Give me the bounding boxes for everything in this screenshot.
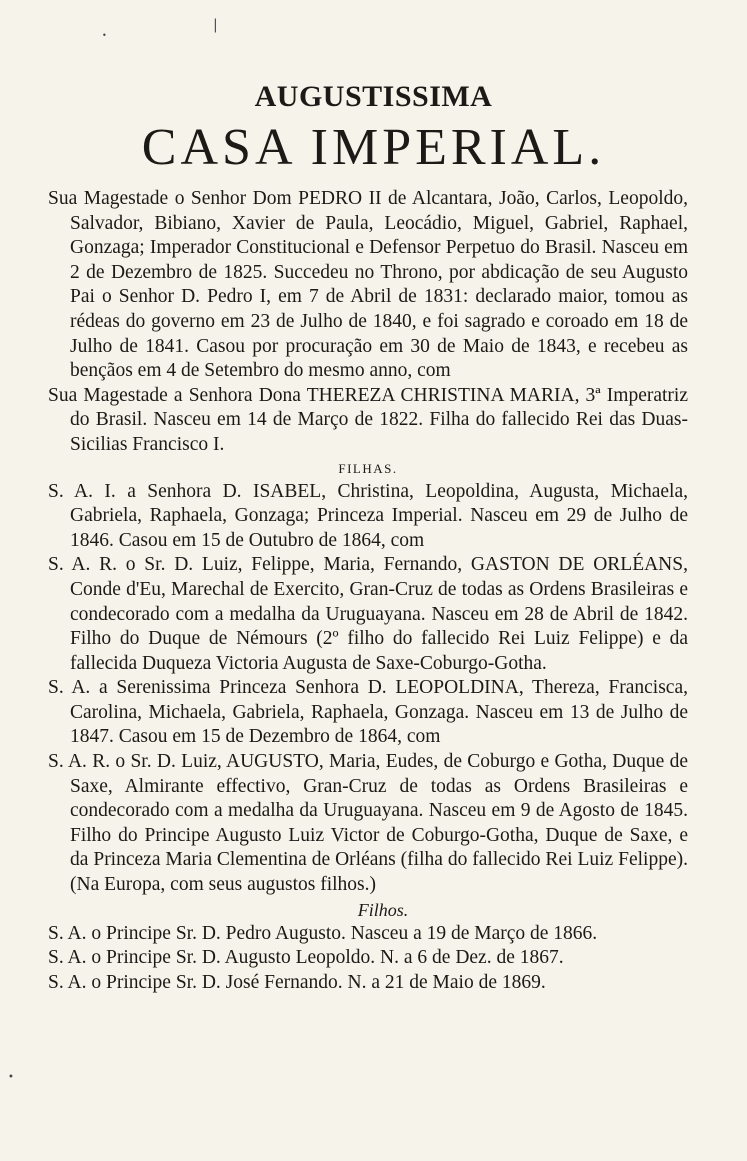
paragraph-gaston: S. A. R. o Sr. D. Luiz, Felippe, Maria, Fernando, GASTON DE ORLÉANS, Conde d'Eu, Marechal de Exercito, Gran-Cruz de todas as Ordens Brasileiras e condecorado com a medalha da Uruguayana. Nasceu em 28 de Abril de 1842. Filho do Duque de Némours (2º filho do fallecido Rei Luiz Felippe) e da fallecida Duqueza Victoria Augusta de Saxe-Coburgo-Gotha. xyxy=(48,554,688,674)
paragraph-augusto-leopoldo: S. A. o Principe Sr. D. Augusto Leopoldo. N. a 6 de Dez. de 1867. xyxy=(48,947,564,969)
stray-dot-mark: • xyxy=(102,31,107,40)
section-heading-filhas: FILHAS. xyxy=(338,460,398,476)
section-heading-filhos: Filhos. xyxy=(357,899,409,920)
paragraph-jose-fernando: S. A. o Principe Sr. D. José Fernando. N. a 21 de Maio de 1869. xyxy=(48,971,546,993)
heading-augustissima: AUGUSTISSIMA xyxy=(254,80,493,113)
paragraph-augusto: S. A. R. o Sr. D. Luiz, AUGUSTO, Maria, Eudes, de Coburgo e Gotha, Duque de Saxe, Almirante effectivo, Gran-Cruz de todas as Ordens Brasileiras e condecorado com a medalha da Uruguayana. Nasceu em 9 de Agosto de 1845. Filho do Principe Augusto Luiz Victor de Coburgo-Gotha, Duque de Saxe, e da Princeza Maria Clementina de Orléans (filha do fallecido Rei Luiz Felippe). (Na Europa, com seus augustos filhos.) xyxy=(48,751,688,896)
top-tick-mark: | xyxy=(213,17,218,33)
paragraph-emperor: Sua Magestade o Senhor Dom PEDRO II de Alcantara, João, Carlos, Leopoldo, Salvador, Bibiano, Xavier de Paula, Leocádio, Miguel, Gabriel, Raphael, Gonzaga; Imperador Constitucional e Defensor Perpetuo do Brasil. Nasceu em 2 de Dezembro de 1825. Succedeu no Throno, por abdicação de seu Augusto Pai o Senhor D. Pedro I, em 7 de Abril de 1831: declarado maior, tomou as rédeas do governo em 23 de Julho de 1840, e foi sagrado e coroado em 18 de Julho de 1841. Casou por procuração em 30 de Maio de 1843, e recebeu as bençãos em 4 de Setembro do mesmo anno, com xyxy=(48,188,688,382)
paragraph-isabel: S. A. I. a Senhora D. ISABEL, Christina, Leopoldina, Augusta, Michaela, Gabriela, Raphaela, Gonzaga; Princeza Imperial. Nasceu em 29 de Julho de 1846. Casou em 15 de Outubro de 1864, com xyxy=(48,480,688,551)
paragraph-leopoldina: S. A. a Serenissima Princeza Senhora D. LEOPOLDINA, Thereza, Francisca, Carolina, Michaela, Gabriela, Raphaela, Gonzaga. Nasceu em 13 de Julho de 1847. Casou em 15 de Dezembro de 1864, com xyxy=(48,677,688,748)
margin-bullet-mark: • xyxy=(8,1072,14,1083)
paragraph-pedro-augusto: S. A. o Principe Sr. D. Pedro Augusto. Nasceu a 19 de Março de 1866. xyxy=(48,922,598,944)
heading-casa-imperial: CASA IMPERIAL. xyxy=(141,119,606,176)
paragraph-empress: Sua Magestade a Senhora Dona THEREZA CHRISTINA MARIA, 3ª Imperatriz do Brasil. Nasceu em 14 de Março de 1822. Filha do fallecido Rei das Duas-Sicilias Francisco I. xyxy=(48,384,688,455)
document-body xyxy=(48,187,688,995)
